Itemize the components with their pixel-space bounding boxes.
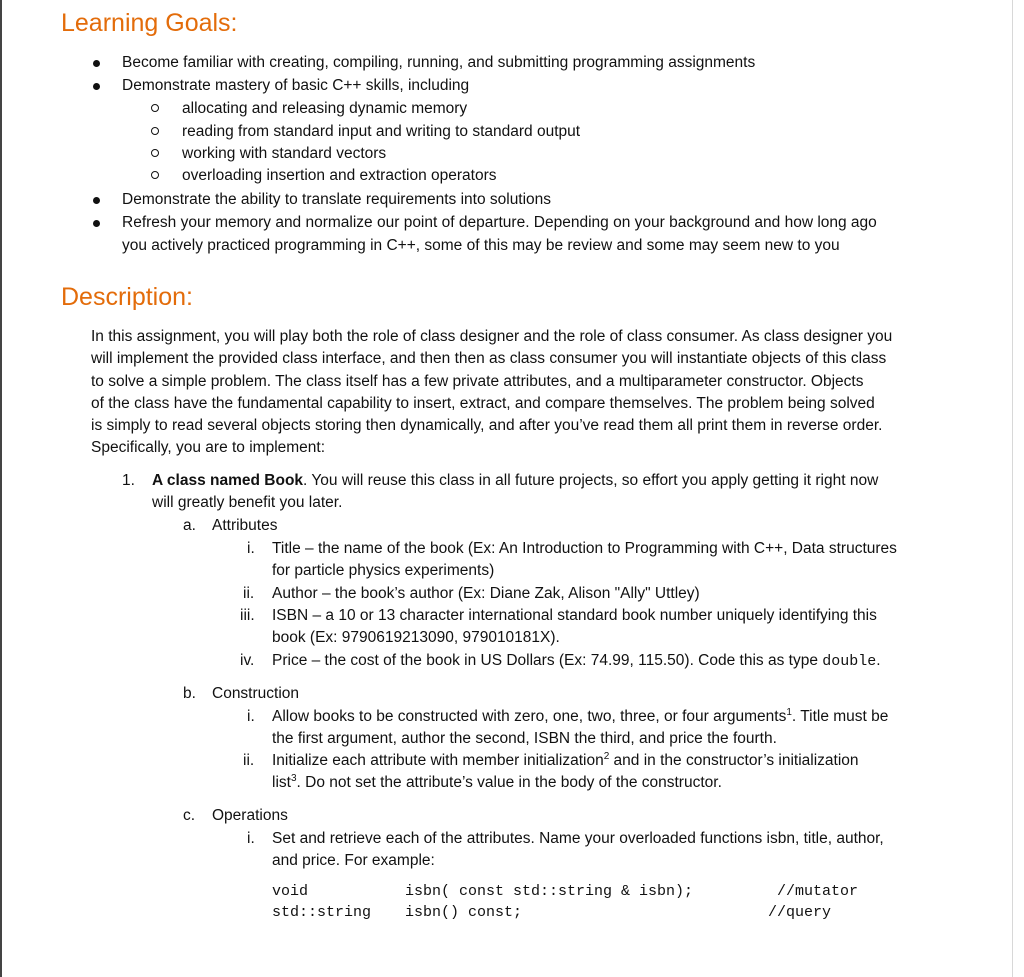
bullet-icon: [93, 220, 100, 227]
footnote-ref: 1: [786, 706, 792, 718]
code-comment: //query: [768, 904, 832, 921]
code-signature: isbn( const std::string & isbn);: [405, 883, 694, 900]
description-heading: Description:: [61, 283, 193, 311]
construction-text: . Do not set the attribute’s value in the body of the constructor.: [296, 774, 722, 791]
learning-goals-heading: Learning Goals:: [61, 9, 238, 37]
attribute-isbn: ISBN – a 10 or 13 character international standard book number uniquely identifying this: [272, 607, 877, 624]
operations-item-1-cont: and price. For example:: [272, 852, 435, 869]
construction-item-1: [272, 707, 888, 727]
goal-item: Refresh your memory and normalize our point of departure. Depending on your background and how long ago: [122, 214, 877, 231]
construction-text: . Title must be: [791, 708, 889, 725]
list-letter: b.: [183, 685, 196, 702]
roman-numeral: ii.: [243, 585, 255, 602]
description-paragraph: [91, 326, 971, 460]
roman-numeral: ii.: [243, 752, 255, 769]
construction-label: Construction: [212, 685, 300, 702]
goal-sub-item: reading from standard input and writing to standard output: [182, 123, 581, 140]
footnote-ref: 2: [603, 750, 610, 762]
code-type: void: [272, 883, 309, 900]
roman-numeral: iv.: [240, 652, 255, 669]
goal-sub-item: working with standard vectors: [182, 145, 387, 162]
item1-line2: will greatly benefit you later.: [152, 494, 343, 511]
construction-item-2: [272, 751, 859, 771]
attributes-label: Attributes: [212, 517, 278, 534]
roman-numeral: i.: [247, 540, 255, 557]
attribute-title-cont: for particle physics experiments): [272, 562, 495, 579]
construction-item-2-cont: [272, 773, 722, 793]
goal-item: Demonstrate mastery of basic C++ skills, including: [122, 77, 470, 94]
item1-line: [152, 471, 878, 491]
construction-text: Allow books to be constructed with zero, one, two, three, or four arguments: [272, 708, 787, 725]
goal-item: Become familiar with creating, compiling, running, and submitting programming assignments: [122, 54, 756, 71]
construction-item-1-cont: the first argument, author the second, ISBN the third, and price the fourth.: [272, 730, 777, 747]
bullet-icon: [93, 60, 100, 67]
goal-sub-item: overloading insertion and extraction operators: [182, 167, 497, 184]
construction-text: Initialize each attribute with member initialization: [272, 752, 604, 769]
item1-bold-title: A class named Book: [152, 472, 304, 489]
goal-item-continued: you actively practiced programming in C++, some of this may be review and some may seem new to you: [122, 237, 840, 254]
sub-bullet-icon: [151, 149, 159, 157]
operations-label: Operations: [212, 807, 288, 824]
roman-numeral: i.: [247, 708, 255, 725]
page-right-margin: [1012, 0, 1024, 977]
sub-bullet-icon: [151, 104, 159, 112]
code-type: std::string: [272, 904, 372, 921]
construction-text: list: [272, 774, 291, 791]
page-left-border: [0, 0, 2, 977]
paragraph-line: Specifically, you are to implement:: [91, 439, 326, 457]
construction-text: and in the constructor’s initialization: [609, 752, 859, 769]
paragraph-line: of the class have the fundamental capability to insert, extract, and compare themselves. The problem being solved: [91, 394, 875, 412]
goal-item: Demonstrate the ability to translate requirements into solutions: [122, 191, 552, 208]
sub-bullet-icon: [151, 127, 159, 135]
bullet-icon: [93, 83, 100, 90]
code-comment: //mutator: [777, 883, 859, 900]
roman-numeral: i.: [247, 830, 255, 847]
sub-bullet-icon: [151, 171, 159, 179]
list-letter: c.: [183, 807, 196, 824]
paragraph-line: In this assignment, you will play both the role of class designer and the role of class consumer. As class designer you: [91, 328, 893, 345]
bullet-icon: [93, 197, 100, 204]
list-letter: a.: [183, 517, 196, 534]
goal-sub-item: allocating and releasing dynamic memory: [182, 100, 468, 117]
code-signature: isbn() const;: [405, 904, 523, 921]
operations-item-1: Set and retrieve each of the attributes. Name your overloaded functions isbn, title, author,: [272, 830, 884, 847]
attribute-author: Author – the book’s author (Ex: Diane Zak, Alison "Ally" Uttley): [272, 585, 700, 602]
item1-rest: . You will reuse this class in all future projects, so effort you apply getting it right now: [303, 472, 879, 489]
price-end: .: [876, 652, 881, 669]
paragraph-line: is simply to read several objects storing then dynamically, and after you’ve read them all print them in reverse order.: [91, 417, 883, 435]
attribute-price: [272, 651, 881, 672]
code-double: double: [822, 653, 877, 670]
paragraph-line: to solve a simple problem. The class itself has a few private attributes, and a multiparameter constructor. Objects: [91, 372, 864, 390]
attribute-isbn-cont: book (Ex: 9790619213090, 979010181X).: [272, 629, 560, 646]
roman-numeral: iii.: [240, 607, 255, 624]
price-text: Price – the cost of the book in US Dollars (Ex: 74.99, 115.50). Code this as type: [272, 652, 823, 669]
attribute-title: Title – the name of the book (Ex: An Introduction to Programming with C++, Data structures: [272, 540, 897, 557]
footnote-ref: 3: [290, 772, 297, 784]
paragraph-line: will implement the provided class interface, and then then as class consumer you will instantiate objects of this class: [91, 350, 887, 368]
item-number: 1.: [122, 472, 135, 489]
